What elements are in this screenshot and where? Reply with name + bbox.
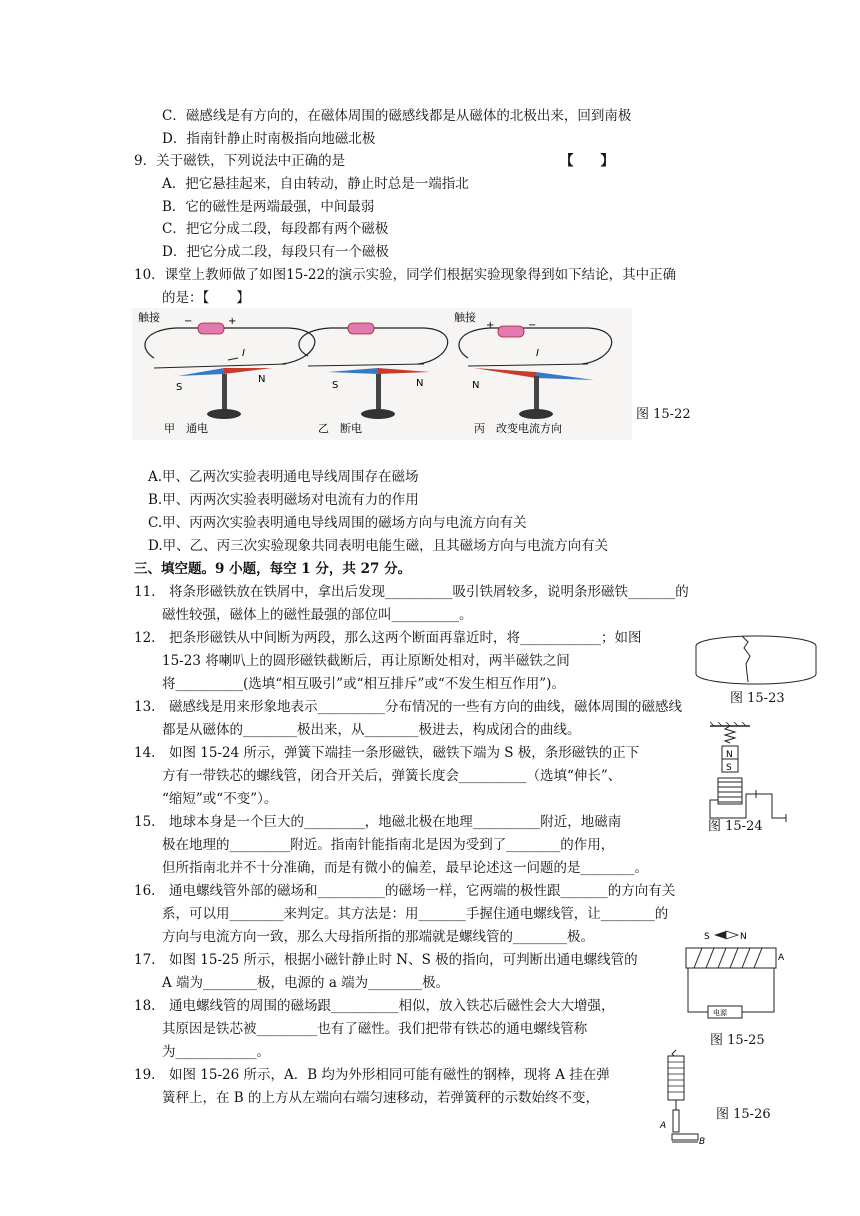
north-label: N: [472, 380, 480, 391]
plus-sign: +: [228, 316, 237, 327]
q16-line3: 方向与电流方向一致，那么大母指所指的那端就是螺线管的________极。: [162, 929, 594, 945]
figure-15-25: [678, 928, 786, 1028]
figure-15-23-caption: 图 15-23: [730, 691, 785, 706]
touch-label: 触接: [138, 311, 160, 324]
q18-line3: 为____________。: [162, 1044, 270, 1060]
stand-base: [361, 409, 395, 419]
q9-option-b: B．它的磁性是两端最强，中间最弱: [162, 199, 375, 215]
q11-line1: 11. 将条形磁铁放在铁屑中，拿出后发现__________吸引铁屑较多，说明条形磁铁_______的: [134, 584, 689, 600]
figure-15-26: [652, 1048, 708, 1146]
battery-icon: [498, 326, 524, 337]
spring-icon: [725, 726, 735, 743]
plus-sign: +: [486, 320, 495, 331]
q10-option-a: A.甲、乙两次实验表明通电导线周围存在磁场: [148, 469, 419, 485]
q11-line2: 磁性较强，磁体上的磁性最强的部位叫__________。: [162, 607, 473, 623]
magnet-side: [696, 646, 816, 684]
figure-15-24: [706, 722, 796, 826]
minus-sign: −: [528, 320, 537, 331]
q12-line3: 将__________(选填“相互吸引”或“相互排斥”或“不发生相互作用”)。: [162, 676, 565, 692]
q9-option-c: C．把它分成二段，每段都有两个磁极: [162, 221, 389, 237]
rod-a-label: A: [660, 1121, 667, 1131]
rod-a: [673, 1110, 679, 1132]
q9-option-d: D．把它分成二段，每段只有一个磁极: [162, 244, 389, 260]
north-label: N: [258, 374, 266, 385]
compass-needle-south: [714, 931, 726, 939]
current-label: I: [242, 348, 245, 359]
q10-stem-line2: 的是：【 】: [162, 290, 250, 306]
q13-line2: 都是从磁体的________极出来，从________极进去，构成闭合的曲线。: [162, 722, 581, 738]
section-3-title: 三、填空题。9 小题，每空 1 分，共 27 分。: [134, 561, 412, 577]
panel-label-bing: 丙 改变电流方向: [474, 422, 562, 435]
compass-north-label: N: [740, 932, 747, 942]
figure-15-22: [132, 308, 632, 440]
q14-line1: 14. 如图 15-24 所示，弹簧下端挂一条形磁铁，磁铁下端为 S 极，条形磁铁的正下: [134, 745, 640, 761]
q9-answer-bracket: 【 】: [560, 153, 614, 169]
q12-line2: 15-23 将喇叭上的圆形磁铁截断后，再让原断处相对，两半磁铁之间: [162, 653, 570, 669]
q10-option-d: D.甲、乙、丙三次实验现象共同表明电能生磁，且其磁场方向与电流方向有关: [148, 538, 609, 554]
south-label: S: [332, 380, 339, 391]
power-source-label: 电源: [713, 1009, 727, 1017]
q17-line2: A 端为________极，电源的 a 端为________极。: [162, 975, 450, 991]
stand-base: [207, 409, 241, 419]
q18-line2: 其原因是铁芯被_________也有了磁性。我们把带有铁芯的通电螺线管称: [162, 1021, 588, 1037]
solenoid-end-a-label: A: [778, 953, 785, 963]
current-label: I: [536, 348, 539, 359]
magnet-north-label: N: [726, 750, 733, 760]
magnet-south-label: S: [726, 763, 732, 773]
panel-label-yi: 乙 断电: [318, 422, 362, 435]
q15-line1: 15. 地球本身是一个巨大的_________，地磁北极在地理__________附近，地磁南: [134, 814, 622, 830]
q16-line1: 16. 通电螺线管外部的磁场和__________的磁场一样，它两端的极性跟_______的方向有关: [134, 883, 676, 899]
panel-label-jia: 甲 通电: [164, 422, 208, 435]
q10-stem-line1: 10．课堂上教师做了如图15-22的演示实验，同学们根据实验现象得到如下结论，其中正确: [134, 267, 677, 283]
q12-line1: 12. 把条形磁铁从中间断为两段，那么这两个断面再靠近时，将____________；如图: [134, 630, 642, 646]
q16-line2: 系，可以用________来判定。其方法是：用_______手握住通电螺线管，让________的: [162, 906, 669, 922]
touch-label: 触接: [454, 311, 476, 324]
stand-post: [376, 374, 381, 412]
q13-line1: 13. 磁感线是用来形象地表示__________分布情况的一些有方向的曲线，磁体周围的磁感线: [134, 699, 682, 715]
q14-line3: “缩短”或“不变”）。: [162, 791, 278, 807]
stand-post: [534, 376, 539, 412]
stand-base: [519, 409, 553, 419]
q19-line2: 簧秤上，在 B 的上方从左端向右端匀速移动，若弹簧秤的示数始终不变，: [162, 1090, 600, 1106]
q15-line3: 但所指南北并不十分准确，而是有微小的偏差，最早论述这一问题的是________。: [162, 860, 648, 876]
figure-15-23: [692, 634, 820, 690]
q14-line2: 方有一带铁芯的螺线管，闭合开关后，弹簧长度会__________（选填“伸长”、: [162, 768, 622, 784]
q15-line2: 极在地理的_________附近。指南针能指南北是因为受到了________的作用，: [162, 837, 615, 853]
spring-scale-body: [668, 1056, 684, 1100]
q18-line1: 18. 通电螺线管的周围的磁场跟__________相似，放入铁芯后磁性会大大增强，: [134, 998, 615, 1014]
figure-15-22-caption: 图 15-22: [636, 407, 691, 422]
battery-icon: [198, 323, 224, 334]
figure-15-25-caption: 图 15-25: [710, 1033, 765, 1048]
rod-b-label: B: [699, 1137, 706, 1146]
q9-stem: 9．关于磁铁，下列说法中正确的是: [134, 153, 346, 169]
q10-option-c: C.甲、丙两次实验表明通电导线周围的磁场方向与电流方向有关: [148, 515, 527, 531]
north-label: N: [416, 378, 424, 389]
figure-15-26-caption: 图 15-26: [716, 1107, 771, 1122]
compass-needle-north: [726, 931, 738, 939]
q8-option-d: D．指南针静止时南极指向地磁北极: [162, 131, 376, 147]
q17-line1: 17. 如图 15-25 所示，根据小磁针静止时 N、S 极的指向，可判断出通电螺线管的: [134, 952, 638, 968]
rod-b: [672, 1134, 698, 1140]
compass-south-label: S: [704, 932, 710, 942]
q8-option-c: C．磁感线是有方向的，在磁体周围的磁感线都是从磁体的北极出来，回到南极: [162, 108, 632, 124]
q9-option-a: A．把它悬挂起来，自由转动，静止时总是一端指北: [162, 176, 469, 192]
q19-line1: 19. 如图 15-26 所示，A．B 均为外形相同可能有磁性的钢棒，现将 A 挂在弹: [134, 1067, 610, 1083]
figure-15-24-caption: 图 15-24: [708, 819, 763, 834]
stand-post: [222, 374, 227, 412]
south-label: S: [176, 382, 183, 393]
circuit-wire: [688, 968, 774, 1012]
q10-option-b: B.甲、丙两次实验表明磁场对电流有力的作用: [148, 492, 419, 508]
battery-icon: [348, 323, 374, 334]
minus-sign: −: [184, 316, 193, 327]
